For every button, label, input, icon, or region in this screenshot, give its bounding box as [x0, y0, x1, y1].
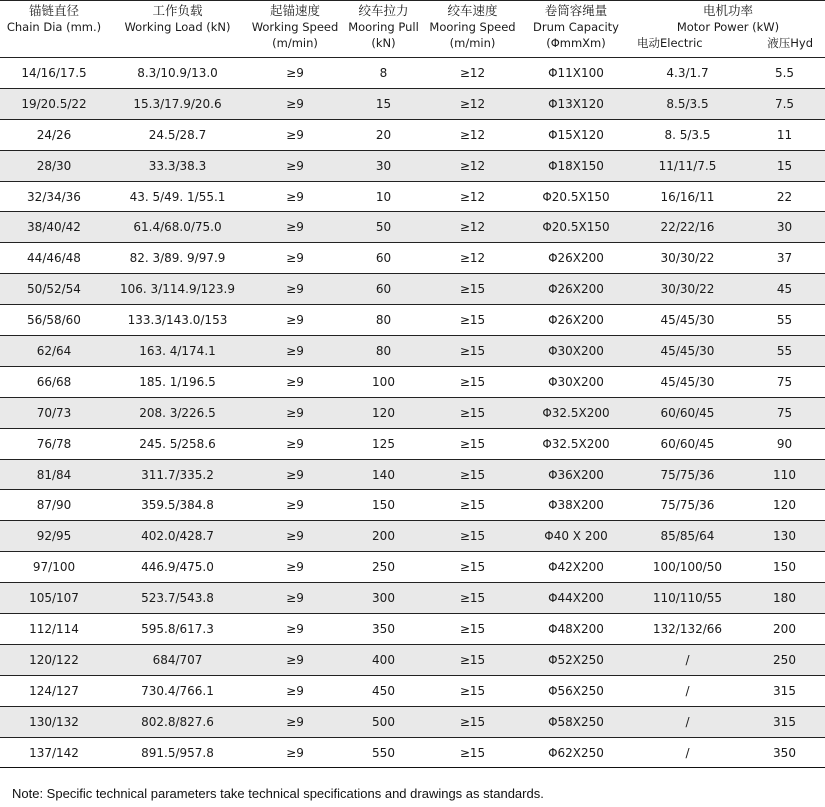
cell-chain-dia: 124/127: [0, 675, 108, 706]
cell-motor-electric: 45/45/30: [631, 366, 744, 397]
cell-motor-hyd: 22: [744, 181, 825, 212]
cell-working-speed: ≥9: [247, 706, 343, 737]
header-motor-power-sub: [631, 35, 825, 51]
cell-working-load: 8.3/10.9/13.0: [108, 58, 247, 89]
cell-mooring-pull: 450: [343, 675, 424, 706]
cell-working-load: 43. 5/49. 1/55.1: [108, 181, 247, 212]
cell-working-load: 24.5/28.7: [108, 119, 247, 150]
cell-drum-capacity: Φ42X200: [521, 552, 631, 583]
header-motor-hyd: 液压Hyd: [767, 36, 814, 50]
cell-drum-capacity: Φ15X120: [521, 119, 631, 150]
cell-motor-electric: /: [631, 737, 744, 768]
header-working-load-zh: 工作负载: [152, 3, 203, 18]
cell-motor-electric: 100/100/50: [631, 552, 744, 583]
cell-mooring-speed: ≥12: [424, 88, 521, 119]
table-row: [0, 706, 825, 737]
cell-working-load: 684/707: [108, 644, 247, 675]
header-drum-capacity-en: Drum Capacity (ΦmmXm): [533, 20, 619, 50]
table-row: [0, 428, 825, 459]
cell-drum-capacity: Φ18X150: [521, 150, 631, 181]
cell-mooring-pull: 30: [343, 150, 424, 181]
cell-working-speed: ≥9: [247, 366, 343, 397]
table-row: [0, 58, 825, 89]
cell-mooring-speed: ≥15: [424, 274, 521, 305]
cell-mooring-speed: ≥15: [424, 490, 521, 521]
cell-chain-dia: 120/122: [0, 644, 108, 675]
cell-drum-capacity: Φ56X250: [521, 675, 631, 706]
cell-chain-dia: 38/40/42: [0, 212, 108, 243]
cell-working-load: 595.8/617.3: [108, 614, 247, 645]
cell-mooring-pull: 100: [343, 366, 424, 397]
header-motor-electric: 电动Electric: [637, 36, 703, 50]
cell-mooring-pull: 400: [343, 644, 424, 675]
cell-working-load: 33.3/38.3: [108, 150, 247, 181]
cell-mooring-speed: ≥15: [424, 305, 521, 336]
cell-motor-electric: 110/110/55: [631, 583, 744, 614]
cell-chain-dia: 76/78: [0, 428, 108, 459]
table-row: [0, 274, 825, 305]
table-row: [0, 644, 825, 675]
table-row: [0, 243, 825, 274]
cell-mooring-pull: 120: [343, 397, 424, 428]
cell-mooring-pull: 80: [343, 305, 424, 336]
cell-mooring-pull: 150: [343, 490, 424, 521]
cell-motor-electric: 16/16/11: [631, 181, 744, 212]
cell-mooring-speed: ≥12: [424, 58, 521, 89]
header-working-speed-zh: 起锚速度: [269, 3, 320, 18]
cell-motor-electric: 4.3/1.7: [631, 58, 744, 89]
table-row: [0, 737, 825, 768]
cell-mooring-speed: ≥12: [424, 181, 521, 212]
cell-chain-dia: 87/90: [0, 490, 108, 521]
cell-working-load: 185. 1/196.5: [108, 366, 247, 397]
cell-working-load: 82. 3/89. 9/97.9: [108, 243, 247, 274]
table-row: [0, 181, 825, 212]
cell-drum-capacity: Φ32.5X200: [521, 428, 631, 459]
cell-mooring-speed: ≥15: [424, 459, 521, 490]
cell-working-load: 163. 4/174.1: [108, 336, 247, 367]
cell-mooring-speed: ≥15: [424, 644, 521, 675]
cell-mooring-speed: ≥12: [424, 243, 521, 274]
cell-motor-electric: 85/85/64: [631, 521, 744, 552]
cell-motor-electric: 30/30/22: [631, 243, 744, 274]
cell-chain-dia: 28/30: [0, 150, 108, 181]
header-mooring-speed-en: Mooring Speed (m/min): [429, 20, 516, 50]
cell-working-speed: ≥9: [247, 459, 343, 490]
cell-drum-capacity: Φ48X200: [521, 614, 631, 645]
cell-drum-capacity: Φ32.5X200: [521, 397, 631, 428]
cell-working-load: 891.5/957.8: [108, 737, 247, 768]
cell-working-load: 208. 3/226.5: [108, 397, 247, 428]
table-row: [0, 88, 825, 119]
header-motor-power-zh: 电机功率: [703, 3, 754, 18]
table-body: [0, 58, 825, 768]
cell-drum-capacity: Φ26X200: [521, 305, 631, 336]
cell-mooring-pull: 140: [343, 459, 424, 490]
cell-working-load: 802.8/827.6: [108, 706, 247, 737]
cell-motor-hyd: 45: [744, 274, 825, 305]
cell-working-load: 311.7/335.2: [108, 459, 247, 490]
cell-mooring-pull: 125: [343, 428, 424, 459]
cell-motor-electric: 60/60/45: [631, 397, 744, 428]
cell-motor-hyd: 250: [744, 644, 825, 675]
cell-chain-dia: 62/64: [0, 336, 108, 367]
table-row: [0, 459, 825, 490]
cell-drum-capacity: Φ52X250: [521, 644, 631, 675]
cell-working-speed: ≥9: [247, 397, 343, 428]
cell-working-load: 446.9/475.0: [108, 552, 247, 583]
table-row: [0, 119, 825, 150]
header-mooring-pull: [343, 1, 424, 58]
cell-working-load: 523.7/543.8: [108, 583, 247, 614]
cell-working-load: 402.0/428.7: [108, 521, 247, 552]
cell-mooring-speed: ≥15: [424, 675, 521, 706]
cell-mooring-pull: 8: [343, 58, 424, 89]
cell-motor-electric: 30/30/22: [631, 274, 744, 305]
footnote: Note: Specific technical parameters take technical specifications and drawings as standards.: [12, 786, 544, 801]
cell-working-speed: ≥9: [247, 243, 343, 274]
table-row: [0, 521, 825, 552]
cell-motor-hyd: 315: [744, 706, 825, 737]
table-row: [0, 614, 825, 645]
cell-mooring-pull: 300: [343, 583, 424, 614]
cell-motor-hyd: 55: [744, 305, 825, 336]
cell-chain-dia: 112/114: [0, 614, 108, 645]
cell-motor-hyd: 5.5: [744, 58, 825, 89]
cell-motor-hyd: 315: [744, 675, 825, 706]
cell-mooring-speed: ≥15: [424, 336, 521, 367]
cell-drum-capacity: Φ20.5X150: [521, 181, 631, 212]
cell-motor-electric: 45/45/30: [631, 336, 744, 367]
cell-mooring-speed: ≥15: [424, 521, 521, 552]
cell-mooring-pull: 500: [343, 706, 424, 737]
cell-drum-capacity: Φ36X200: [521, 459, 631, 490]
cell-chain-dia: 81/84: [0, 459, 108, 490]
cell-motor-hyd: 120: [744, 490, 825, 521]
cell-working-speed: ≥9: [247, 737, 343, 768]
header-mooring-pull-zh: 绞车拉力: [358, 3, 409, 18]
cell-motor-hyd: 110: [744, 459, 825, 490]
cell-drum-capacity: Φ44X200: [521, 583, 631, 614]
cell-working-speed: ≥9: [247, 119, 343, 150]
cell-drum-capacity: Φ11X100: [521, 58, 631, 89]
cell-motor-hyd: 37: [744, 243, 825, 274]
cell-motor-electric: 11/11/7.5: [631, 150, 744, 181]
cell-motor-electric: 22/22/16: [631, 212, 744, 243]
table-row: [0, 336, 825, 367]
cell-working-speed: ≥9: [247, 521, 343, 552]
cell-working-speed: ≥9: [247, 614, 343, 645]
cell-working-load: 133.3/143.0/153: [108, 305, 247, 336]
cell-motor-hyd: 90: [744, 428, 825, 459]
cell-motor-hyd: 55: [744, 336, 825, 367]
cell-working-speed: ≥9: [247, 274, 343, 305]
cell-motor-hyd: 130: [744, 521, 825, 552]
header-mooring-speed-zh: 绞车速度: [447, 3, 498, 18]
cell-mooring-pull: 10: [343, 181, 424, 212]
cell-working-speed: ≥9: [247, 490, 343, 521]
cell-motor-hyd: 15: [744, 150, 825, 181]
cell-motor-hyd: 350: [744, 737, 825, 768]
cell-chain-dia: 105/107: [0, 583, 108, 614]
cell-mooring-speed: ≥15: [424, 366, 521, 397]
table-row: [0, 366, 825, 397]
cell-chain-dia: 66/68: [0, 366, 108, 397]
cell-motor-electric: /: [631, 706, 744, 737]
cell-chain-dia: 14/16/17.5: [0, 58, 108, 89]
cell-working-speed: ≥9: [247, 336, 343, 367]
cell-motor-electric: 45/45/30: [631, 305, 744, 336]
table-header: [0, 1, 825, 58]
cell-chain-dia: 44/46/48: [0, 243, 108, 274]
cell-drum-capacity: Φ26X200: [521, 243, 631, 274]
cell-motor-electric: 8.5/3.5: [631, 88, 744, 119]
header-drum-capacity: [521, 1, 631, 58]
cell-mooring-pull: 80: [343, 336, 424, 367]
cell-chain-dia: 130/132: [0, 706, 108, 737]
cell-drum-capacity: Φ62X250: [521, 737, 631, 768]
cell-mooring-speed: ≥15: [424, 706, 521, 737]
cell-working-speed: ≥9: [247, 552, 343, 583]
cell-working-speed: ≥9: [247, 305, 343, 336]
cell-mooring-pull: 200: [343, 521, 424, 552]
cell-working-load: 359.5/384.8: [108, 490, 247, 521]
cell-motor-electric: 8. 5/3.5: [631, 119, 744, 150]
cell-working-load: 15.3/17.9/20.6: [108, 88, 247, 119]
cell-mooring-speed: ≥15: [424, 552, 521, 583]
cell-mooring-pull: 550: [343, 737, 424, 768]
header-mooring-speed: [424, 1, 521, 58]
cell-motor-hyd: 75: [744, 397, 825, 428]
cell-motor-hyd: 11: [744, 119, 825, 150]
cell-motor-hyd: 150: [744, 552, 825, 583]
cell-motor-hyd: 180: [744, 583, 825, 614]
cell-mooring-speed: ≥15: [424, 397, 521, 428]
cell-drum-capacity: Φ30X200: [521, 336, 631, 367]
cell-working-load: 245. 5/258.6: [108, 428, 247, 459]
cell-mooring-speed: ≥15: [424, 428, 521, 459]
cell-mooring-pull: 60: [343, 243, 424, 274]
cell-chain-dia: 24/26: [0, 119, 108, 150]
cell-chain-dia: 97/100: [0, 552, 108, 583]
cell-drum-capacity: Φ20.5X150: [521, 212, 631, 243]
table-row: [0, 150, 825, 181]
table-row: [0, 397, 825, 428]
table-row: [0, 552, 825, 583]
cell-drum-capacity: Φ58X250: [521, 706, 631, 737]
cell-chain-dia: 50/52/54: [0, 274, 108, 305]
cell-mooring-speed: ≥12: [424, 212, 521, 243]
cell-working-speed: ≥9: [247, 675, 343, 706]
table-row: [0, 305, 825, 336]
cell-working-load: 730.4/766.1: [108, 675, 247, 706]
header-mooring-pull-en: Mooring Pull (kN): [348, 20, 419, 50]
header-chain-dia-en: Chain Dia (mm.): [6, 20, 102, 34]
cell-motor-hyd: 7.5: [744, 88, 825, 119]
cell-working-speed: ≥9: [247, 583, 343, 614]
header-chain-dia: [0, 1, 108, 58]
cell-chain-dia: 32/34/36: [0, 181, 108, 212]
cell-mooring-speed: ≥12: [424, 119, 521, 150]
cell-drum-capacity: Φ30X200: [521, 366, 631, 397]
header-working-speed: [247, 1, 343, 58]
cell-working-load: 61.4/68.0/75.0: [108, 212, 247, 243]
cell-mooring-pull: 50: [343, 212, 424, 243]
cell-working-load: 106. 3/114.9/123.9: [108, 274, 247, 305]
cell-drum-capacity: Φ26X200: [521, 274, 631, 305]
cell-chain-dia: 70/73: [0, 397, 108, 428]
cell-motor-electric: 60/60/45: [631, 428, 744, 459]
cell-mooring-pull: 350: [343, 614, 424, 645]
cell-drum-capacity: Φ40 X 200: [521, 521, 631, 552]
cell-mooring-speed: ≥15: [424, 737, 521, 768]
cell-motor-hyd: 200: [744, 614, 825, 645]
cell-working-speed: ≥9: [247, 150, 343, 181]
cell-motor-electric: 75/75/36: [631, 490, 744, 521]
cell-chain-dia: 19/20.5/22: [0, 88, 108, 119]
header-working-load-en: Working Load (kN): [124, 20, 231, 34]
header-drum-capacity-zh: 卷筒容绳量: [544, 3, 608, 18]
cell-mooring-speed: ≥15: [424, 583, 521, 614]
cell-working-speed: ≥9: [247, 58, 343, 89]
cell-motor-electric: 132/132/66: [631, 614, 744, 645]
cell-working-speed: ≥9: [247, 644, 343, 675]
table-row: [0, 490, 825, 521]
cell-chain-dia: 92/95: [0, 521, 108, 552]
cell-mooring-pull: 15: [343, 88, 424, 119]
cell-chain-dia: 137/142: [0, 737, 108, 768]
cell-drum-capacity: Φ13X120: [521, 88, 631, 119]
cell-drum-capacity: Φ38X200: [521, 490, 631, 521]
cell-mooring-pull: 20: [343, 119, 424, 150]
header-motor-power: [631, 1, 825, 58]
cell-working-speed: ≥9: [247, 428, 343, 459]
cell-chain-dia: 56/58/60: [0, 305, 108, 336]
header-chain-dia-zh: 锚链直径: [28, 3, 79, 18]
header-working-load: [108, 1, 247, 58]
cell-working-speed: ≥9: [247, 181, 343, 212]
table-row: [0, 675, 825, 706]
cell-mooring-speed: ≥12: [424, 150, 521, 181]
cell-mooring-pull: 250: [343, 552, 424, 583]
cell-motor-hyd: 75: [744, 366, 825, 397]
header-motor-power-en: Motor Power (kW): [676, 20, 780, 34]
cell-working-speed: ≥9: [247, 212, 343, 243]
table-row: [0, 212, 825, 243]
cell-motor-electric: /: [631, 675, 744, 706]
cell-motor-electric: /: [631, 644, 744, 675]
cell-working-speed: ≥9: [247, 88, 343, 119]
cell-mooring-pull: 60: [343, 274, 424, 305]
table-row: [0, 583, 825, 614]
cell-mooring-speed: ≥15: [424, 614, 521, 645]
header-working-speed-en: Working Speed (m/min): [251, 20, 339, 50]
cell-motor-electric: 75/75/36: [631, 459, 744, 490]
cell-motor-hyd: 30: [744, 212, 825, 243]
